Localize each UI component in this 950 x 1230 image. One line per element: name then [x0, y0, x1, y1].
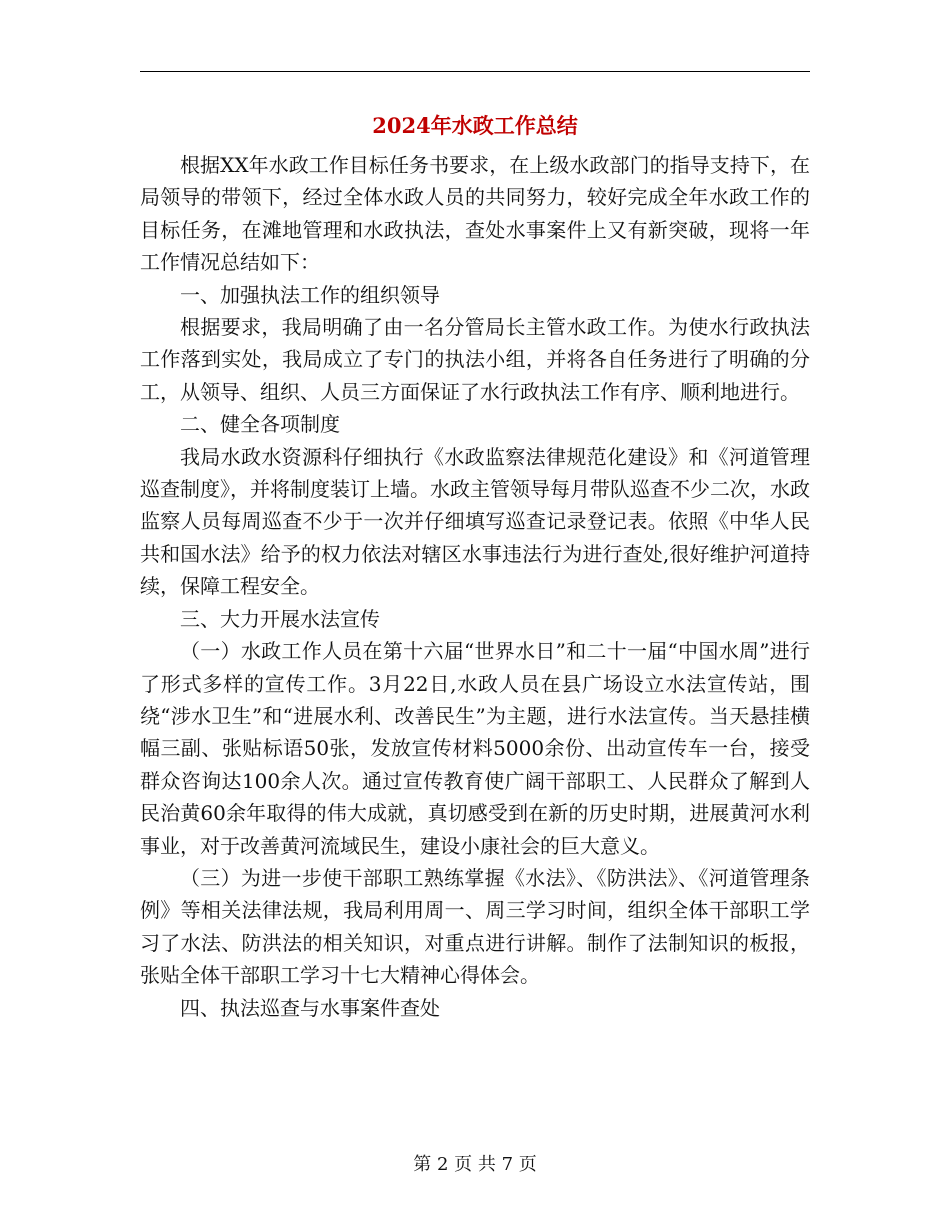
- paragraph-section-1: 根据要求，我局明确了由一名分管局长主管水政工作。为使水行政执法工作落到实处，我局成立了专门的执法小组，并将各自任务进行了明确的分工，从领导、组织、人员三方面保证了水行政执法工作有序、顺利地进行。: [140, 315, 810, 404]
- paragraph-section-3-part-1: （一）水政工作人员在第十六届“世界水日”和二十一届“中国水周”进行了形式多样的宣传工作。3月22日,水政人员在县广场设立水法宣传站，围绕“涉水卫生”和“进展水利、改善民生”为主题，进行水法宣传。当天悬挂横幅三副、张贴标语50张，发放宣传材料5000余份、出动宣传车一台，接受群众咨询达100余人次。通过宣传教育使广阔干部职工、人民群众了解到人民治黄60余年取得的伟大成就，真切感受到在新的历史时期，进展黄河水利事业，对于改善黄河流域民生，建设小康社会的巨大意义。: [140, 639, 810, 858]
- header-rule: [140, 71, 810, 72]
- section-heading-2: 二、健全各项制度: [180, 412, 340, 437]
- paragraph-section-2: 我局水政水资源科仔细执行《水政监察法律规范化建设》和《河道管理巡查制度》，并将制度装订上墙。水政主管领导每月带队巡查不少二次，水政监察人员每周巡查不少于一次并仔细填写巡查记录登记表。依照《中华人民共和国水法》给予的权力依法对辖区水事违法行为进行查处,很好维护河道持续，保障工程安全。: [140, 444, 810, 599]
- page-number-footer: 第 2 页 共 7 页: [413, 1154, 537, 1175]
- section-heading-4: 四、执法巡查与水事案件查处: [180, 995, 440, 1020]
- section-heading-1: 一、加强执法工作的组织领导: [180, 282, 440, 307]
- document-title: 2024年水政工作总结: [372, 113, 578, 138]
- paragraph-intro: 根据XX年水政工作目标任务书要求，在上级水政部门的指导支持下，在局领导的带领下，经过全体水政人员的共同努力，较好完成全年水政工作的目标任务，在滩地管理和水政执法，查处水事案件上又有新突破，现将一年工作情况总结如下：: [140, 153, 810, 275]
- paragraph-section-3-part-3: （三）为进一步使干部职工熟练掌握《水法》、《防洪法》、《河道管理条例》等相关法律法规，我局利用周一、周三学习时间，组织全体干部职工学习了水法、防洪法的相关知识，对重点进行讲解。制作了法制知识的板报，张贴全体干部职工学习十七大精神心得体会。: [140, 865, 810, 988]
- document-body: [140, 149, 810, 1024]
- section-heading-3: 三、大力开展水法宣传: [180, 606, 380, 631]
